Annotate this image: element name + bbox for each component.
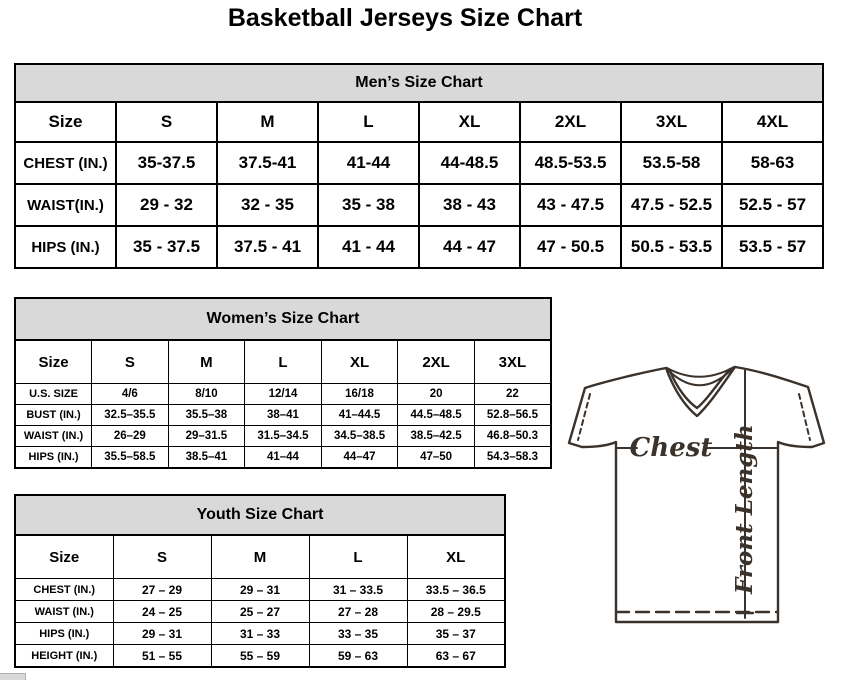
column-header-row: [15, 340, 551, 384]
value-cell: 4/6: [92, 384, 169, 405]
column-header-2xl: 2XL: [520, 102, 621, 142]
value-cell: 35 - 38: [318, 184, 419, 226]
column-header-xl: XL: [321, 340, 398, 384]
value-cell: 50.5 - 53.5: [621, 226, 722, 268]
value-cell: 55 – 59: [211, 645, 309, 668]
value-cell: 35 - 37.5: [116, 226, 217, 268]
column-header-2xl: 2XL: [398, 340, 475, 384]
column-header-3xl: 3XL: [621, 102, 722, 142]
value-cell: 52.8–56.5: [474, 405, 551, 426]
column-header-size: Size: [15, 340, 92, 384]
column-header-m: M: [211, 535, 309, 579]
value-cell: 53.5 - 57: [722, 226, 823, 268]
column-header-l: L: [309, 535, 407, 579]
row-label: CHEST (IN.): [15, 579, 113, 601]
column-header-l: L: [245, 340, 322, 384]
row-label: BUST (IN.): [15, 405, 92, 426]
section-title-row: [15, 64, 823, 102]
value-cell: 29 – 31: [211, 579, 309, 601]
row-label: HIPS (IN.): [15, 447, 92, 469]
jersey-outline: [569, 367, 824, 622]
left-cuff-stitch-line: [578, 394, 590, 440]
value-cell: 34.5–38.5: [321, 426, 398, 447]
value-cell: 37.5 - 41: [217, 226, 318, 268]
value-cell: 51 – 55: [113, 645, 211, 668]
column-header-s: S: [113, 535, 211, 579]
measurement-row: [15, 384, 551, 405]
value-cell: 52.5 - 57: [722, 184, 823, 226]
measurement-row: [15, 226, 823, 268]
value-cell: 47–50: [398, 447, 475, 469]
value-cell: 16/18: [321, 384, 398, 405]
value-cell: 35-37.5: [116, 142, 217, 184]
value-cell: 38 - 43: [419, 184, 520, 226]
measurement-row: [15, 601, 505, 623]
measurement-row: [15, 579, 505, 601]
value-cell: 44 - 47: [419, 226, 520, 268]
value-cell: 29–31.5: [168, 426, 245, 447]
value-cell: 29 – 31: [113, 623, 211, 645]
column-header-s: S: [116, 102, 217, 142]
chest-label: Chest: [629, 433, 713, 463]
value-cell: 41–44: [245, 447, 322, 469]
value-cell: 20: [398, 384, 475, 405]
value-cell: 58-63: [722, 142, 823, 184]
column-header-size: Size: [15, 102, 116, 142]
value-cell: 31.5–34.5: [245, 426, 322, 447]
value-cell: 43 - 47.5: [520, 184, 621, 226]
value-cell: 46.8–50.3: [474, 426, 551, 447]
value-cell: 54.3–58.3: [474, 447, 551, 469]
value-cell: 47.5 - 52.5: [621, 184, 722, 226]
value-cell: 22: [474, 384, 551, 405]
value-cell: 29 - 32: [116, 184, 217, 226]
value-cell: 44.5–48.5: [398, 405, 475, 426]
page-title: Basketball Jerseys Size Chart: [227, 4, 583, 32]
value-cell: 27 – 29: [113, 579, 211, 601]
value-cell: 59 – 63: [309, 645, 407, 668]
value-cell: 32.5–35.5: [92, 405, 169, 426]
front-length-label: Front Length: [731, 424, 758, 594]
section-title: Men’s Size Chart: [15, 64, 823, 102]
column-header-3xl: 3XL: [474, 340, 551, 384]
row-label: U.S. SIZE: [15, 384, 92, 405]
column-header-s: S: [92, 340, 169, 384]
value-cell: 35.5–58.5: [92, 447, 169, 469]
value-cell: 53.5-58: [621, 142, 722, 184]
section-title: Women’s Size Chart: [15, 298, 551, 340]
row-label: HEIGHT (IN.): [15, 645, 113, 668]
column-header-row: [15, 535, 505, 579]
value-cell: 25 – 27: [211, 601, 309, 623]
value-cell: 12/14: [245, 384, 322, 405]
measurement-row: [15, 645, 505, 668]
measurement-row: [15, 623, 505, 645]
row-label: HIPS (IN.): [15, 623, 113, 645]
value-cell: 28 – 29.5: [407, 601, 505, 623]
value-cell: 35 – 37: [407, 623, 505, 645]
column-header-xl: XL: [407, 535, 505, 579]
measurement-row: [15, 142, 823, 184]
value-cell: 47 - 50.5: [520, 226, 621, 268]
value-cell: 31 – 33.5: [309, 579, 407, 601]
value-cell: 38–41: [245, 405, 322, 426]
value-cell: 41-44: [318, 142, 419, 184]
value-cell: 8/10: [168, 384, 245, 405]
value-cell: 33.5 – 36.5: [407, 579, 505, 601]
section-title: Youth Size Chart: [15, 495, 505, 535]
value-cell: 48.5-53.5: [520, 142, 621, 184]
value-cell: 41 - 44: [318, 226, 419, 268]
value-cell: 37.5-41: [217, 142, 318, 184]
column-header-4xl: 4XL: [722, 102, 823, 142]
column-header-m: M: [217, 102, 318, 142]
value-cell: 38.5–42.5: [398, 426, 475, 447]
value-cell: 44–47: [321, 447, 398, 469]
column-header-m: M: [168, 340, 245, 384]
measurement-row: [15, 426, 551, 447]
row-label: WAIST (IN.): [15, 601, 113, 623]
womens-size-chart-table: [14, 297, 552, 469]
value-cell: 26–29: [92, 426, 169, 447]
row-label: WAIST(IN.): [15, 184, 116, 226]
value-cell: 33 – 35: [309, 623, 407, 645]
section-title-row: [15, 495, 505, 535]
youth-size-chart-table: [14, 494, 506, 668]
value-cell: 27 – 28: [309, 601, 407, 623]
row-label: WAIST (IN.): [15, 426, 92, 447]
value-cell: 63 – 67: [407, 645, 505, 668]
mens-size-chart-table: [14, 63, 824, 269]
section-title-row: [15, 298, 551, 340]
value-cell: 44-48.5: [419, 142, 520, 184]
row-label: HIPS (IN.): [15, 226, 116, 268]
measurement-row: [15, 184, 823, 226]
value-cell: 32 - 35: [217, 184, 318, 226]
measurement-row: [15, 447, 551, 469]
right-cuff-stitch-line: [799, 394, 810, 440]
jersey-measurement-diagram: [558, 356, 830, 626]
column-header-size: Size: [15, 535, 113, 579]
value-cell: 31 – 33: [211, 623, 309, 645]
value-cell: 38.5–41: [168, 447, 245, 469]
value-cell: 24 – 25: [113, 601, 211, 623]
value-cell: 35.5–38: [168, 405, 245, 426]
row-label: CHEST (IN.): [15, 142, 116, 184]
value-cell: 41–44.5: [321, 405, 398, 426]
column-header-row: [15, 102, 823, 142]
column-header-xl: XL: [419, 102, 520, 142]
measurement-row: [15, 405, 551, 426]
column-header-l: L: [318, 102, 419, 142]
